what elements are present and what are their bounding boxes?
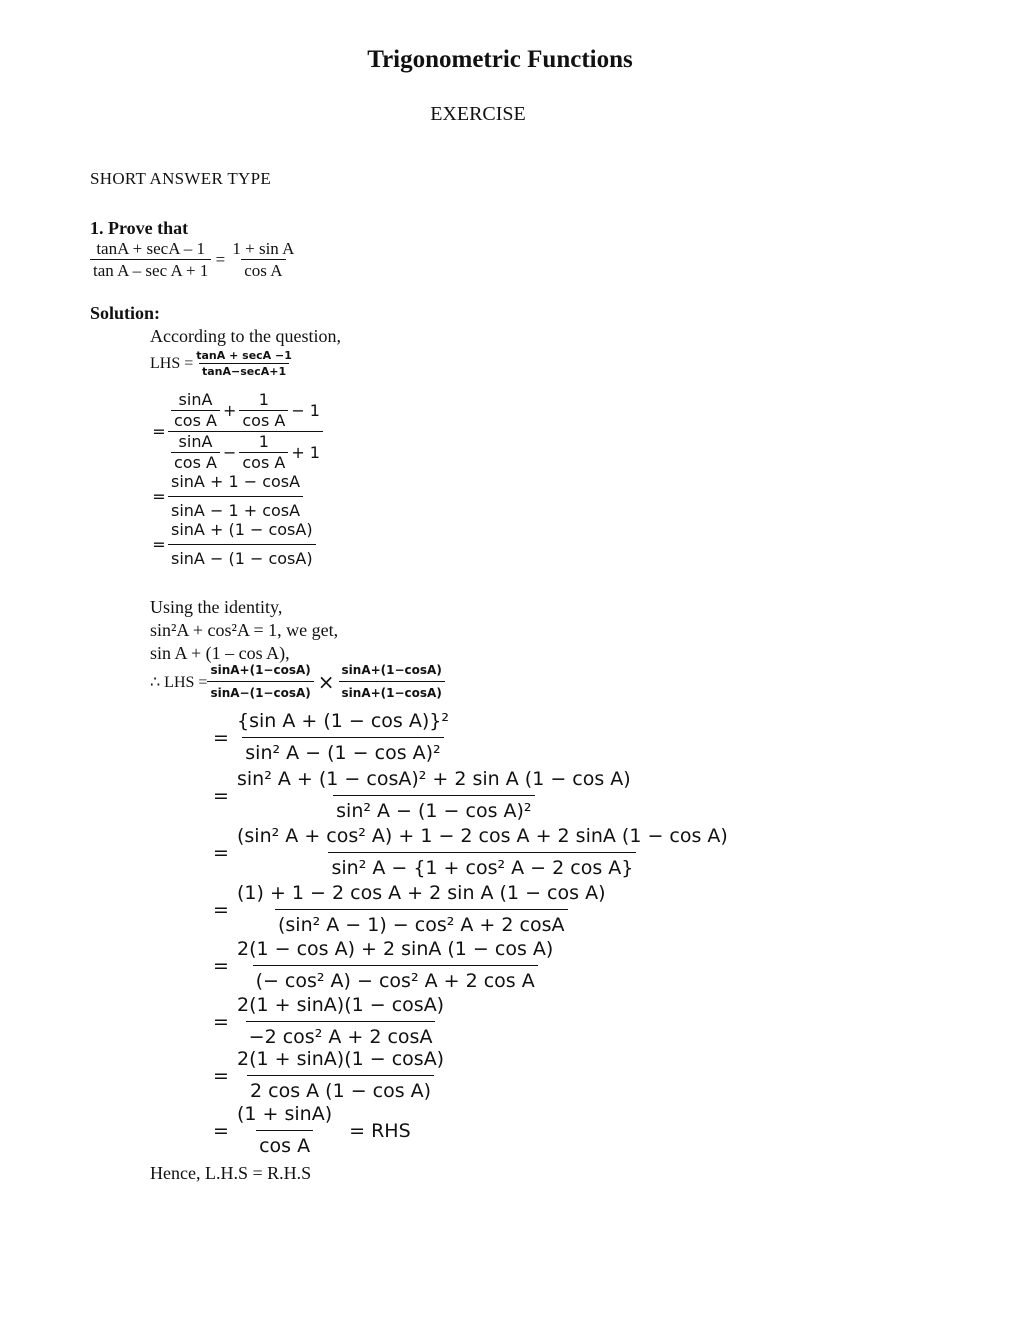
- identity-line-1: Using the identity,: [150, 597, 283, 617]
- step-11-fraction: [234, 1105, 335, 1156]
- question-lhs-fraction: [90, 240, 211, 279]
- question-lhs-den: tan A – sec A + 1: [90, 259, 211, 279]
- step-1-frac-a: [171, 392, 220, 429]
- question-rhs-den: cos A: [241, 259, 285, 279]
- lhs-label: LHS =: [150, 354, 194, 372]
- step-7-den: (sin² A − 1) − cos² A + 2 cosA: [275, 909, 568, 935]
- step-4-den: sin² A − (1 − cos A)²: [242, 737, 443, 763]
- mult-den-1: sinA−(1−cosA): [207, 681, 313, 699]
- step-10: [208, 1050, 447, 1101]
- step-3-num: sinA + (1 − cosA): [171, 520, 313, 539]
- question-rhs-num: 1 + sin A: [232, 239, 295, 258]
- step-8-den: (− cos² A) − cos² A + 2 cos A: [253, 965, 538, 991]
- step-6-num: (sin² A + cos² A) + 1 − 2 cos A + 2 sinA (1 − cos A): [237, 825, 728, 847]
- step-11: [208, 1105, 411, 1156]
- step-10-fraction: [234, 1050, 447, 1101]
- page-title: Trigonometric Functions: [367, 46, 633, 73]
- equals-sign: =: [213, 1064, 229, 1087]
- step-1-c-den: cos A: [171, 452, 220, 471]
- step-3: [150, 522, 316, 567]
- step-4: [208, 712, 452, 763]
- step-7: [208, 884, 608, 935]
- step-1-denominator: $\frac{\sin A}{\text{cos A}}$ − $\frac{1}{\text{cos A}}$ + 1: [168, 431, 323, 471]
- step-5-fraction: [234, 770, 634, 821]
- exercise-heading: EXERCISE: [430, 103, 526, 125]
- equals-sign: =: [213, 1010, 229, 1033]
- equals-sign: =: [152, 535, 166, 554]
- step-7-num: (1) + 1 − 2 cos A + 2 sin A (1 − cos A): [237, 882, 606, 904]
- equals-sign: =: [215, 249, 226, 269]
- solution-intro: According to the question,: [150, 326, 341, 346]
- equals-sign: =: [152, 487, 166, 506]
- mult-num-1: sinA+(1−cosA): [210, 663, 311, 677]
- step-2-den: sinA − 1 + cosA: [168, 496, 303, 519]
- step-1-frac-c: [171, 434, 220, 471]
- equals-sign: =: [213, 841, 229, 864]
- question-label: 1. Prove that: [90, 218, 189, 238]
- question-rhs-fraction: [229, 240, 297, 279]
- step-5: [208, 770, 634, 821]
- step-8-fraction: [234, 940, 556, 991]
- step-11-den: cos A: [256, 1130, 313, 1156]
- step-3-den: sinA − (1 − cosA): [168, 544, 316, 567]
- step-3-fraction: [168, 522, 316, 567]
- step-1: [150, 392, 323, 471]
- mult-fraction-1: [207, 664, 313, 699]
- identity-line-2: sin²A + cos²A = 1, we get,: [150, 620, 339, 640]
- step-1-tail-den: + 1: [291, 442, 320, 462]
- mult-den-2: sinA+(1−cosA): [339, 681, 445, 699]
- step-2: [150, 474, 303, 519]
- identity-line-3: sin A + (1 – cos A),: [150, 643, 290, 663]
- step-9-fraction: [234, 996, 447, 1047]
- step-1-a-den: cos A: [171, 410, 220, 429]
- equals-sign: =: [213, 726, 229, 749]
- step-10-num: 2(1 + sinA)(1 − cosA): [237, 1048, 445, 1070]
- step-5-num: sin² A + (1 − cosA)² + 2 sin A (1 − cos A): [237, 768, 631, 790]
- equals-sign: =: [213, 898, 229, 921]
- lhs-den: tanA−secA+1: [199, 363, 289, 377]
- rhs-label: = RHS: [349, 1119, 411, 1142]
- mult-fraction-2: [339, 664, 445, 699]
- step-9-den: −2 cos² A + 2 cosA: [246, 1021, 436, 1047]
- step-6-den: sin² A − {1 + cos² A − 2 cos A}: [328, 852, 636, 878]
- section-heading: SHORT ANSWER TYPE: [90, 169, 272, 188]
- conclusion: Hence, L.H.S = R.H.S: [150, 1163, 312, 1183]
- step-8-num: 2(1 − cos A) + 2 sinA (1 − cos A): [237, 938, 554, 960]
- step-1-d-num: 1: [258, 432, 269, 451]
- equals-sign: =: [213, 954, 229, 977]
- step-1-tail-num: − 1: [291, 400, 320, 420]
- step-1-b-num: 1: [258, 390, 269, 409]
- step-9-num: 2(1 + sinA)(1 − cosA): [237, 994, 445, 1016]
- question-lhs-num: tanA + secA – 1: [96, 239, 206, 258]
- equals-sign: =: [152, 422, 166, 441]
- step-1-b-den: cos A: [239, 410, 288, 429]
- step-5-den: sin² A − (1 − cos A)²: [333, 795, 534, 821]
- step-8: [208, 940, 556, 991]
- step-6-fraction: [234, 827, 731, 878]
- times-sign: ×: [317, 669, 335, 694]
- lhs-definition: [150, 350, 295, 377]
- step-1-frac-d: [239, 434, 288, 471]
- question-equation: [90, 240, 297, 279]
- equals-sign: =: [213, 784, 229, 807]
- step-1-d-den: cos A: [239, 452, 288, 471]
- step-6: [208, 827, 731, 878]
- step-4-num: {sin A + (1 − cos A)}²: [237, 710, 449, 732]
- lhs-num: tanA + secA −1: [196, 349, 292, 362]
- step-1-frac-b: [239, 392, 288, 429]
- step-2-fraction: [168, 474, 303, 519]
- lhs-fraction: [193, 350, 295, 377]
- step-1-fraction: [168, 392, 323, 471]
- step-10-den: 2 cos A (1 − cos A): [247, 1075, 434, 1101]
- therefore-label: ∴ LHS =: [150, 673, 208, 691]
- step-9: [208, 996, 447, 1047]
- step-4-fraction: [234, 712, 452, 763]
- step-2-num: sinA + 1 − cosA: [171, 472, 301, 491]
- equals-sign: =: [213, 1119, 229, 1142]
- step-7-fraction: [234, 884, 608, 935]
- multiplication-step: [150, 664, 445, 699]
- solution-label: Solution:: [90, 303, 161, 323]
- mult-num-2: sinA+(1−cosA): [341, 663, 442, 677]
- step-11-num: (1 + sinA): [237, 1103, 333, 1125]
- step-1-c-num: sinA: [178, 432, 213, 451]
- step-1-a-num: sinA: [178, 390, 213, 409]
- step-1-numerator: $\frac{\sin A}{\text{cos A}}$ + $\frac{1}{\text{cos A}}$ − 1: [168, 392, 323, 431]
